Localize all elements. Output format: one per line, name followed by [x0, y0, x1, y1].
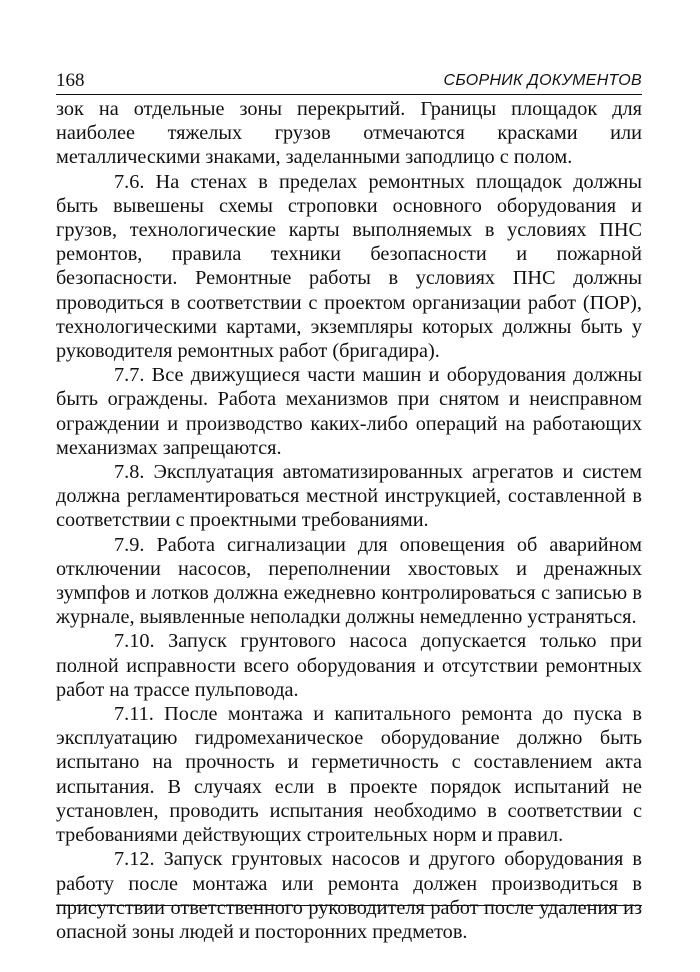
paragraph-7-8: 7.8. Эксплуатация автоматизированных агрегатов и систем должна регламентироваться местной инструкцией, составленной в соответствии с проектными требованиями.	[56, 461, 642, 532]
page-header	[56, 70, 642, 95]
paragraph-7-6: 7.6. На стенах в пределах ремонтных площадок должны быть вывешены схемы строповки основного оборудования и грузов, технологические карты выполняемых в условиях ПНС ремонтов, правила техники безопасности и пожарной безопасности. Ремонтные работы в условиях ПНС должны проводиться в соответствии с проектом организации работ (ПОР), технологическими картами, экземпляры которых должны быть у руководителя ремонтных работ (бригадира).	[56, 170, 642, 363]
paragraph-7-10: 7.10. Запуск грунтового насоса допускается только при полной исправности всего оборудования и отсутствии ремонтных работ на трассе пульповода.	[56, 630, 642, 701]
paragraph-continuation: зок на отдельные зоны перекрытий. Границы площадок для наиболее тяжелых грузов отмечаются красками или металлическими знаками, заделанными заподлицо с полом.	[56, 98, 642, 169]
body-text	[56, 97, 642, 944]
paragraph-7-12: 7.12. Запуск грунтовых насосов и другого оборудования в работу после монтажа или ремонта должен производиться в присутствии ответственного руководителя работ после удаления из опасной зоны людей и посторонних предметов.	[56, 848, 642, 943]
paragraph-7-9: 7.9. Работа сигнализации для оповещения об аварийном отключении насосов, переполнении хвостовых и дренажных зумпфов и лотков должна ежедневно контролироваться с записью в журнале, выявленные неполадки должны немедленно устраняться.	[56, 533, 642, 629]
running-title: СБОРНИК ДОКУМЕНТОВ	[443, 72, 642, 89]
footer-rule	[56, 905, 642, 906]
paragraph-7-7: 7.7. Все движущиеся части машин и оборудования должны быть ограждены. Работа механизмов при снятом и неисправном ограждении и производство каких-либо операций на работающих механизмах запрещаются.	[56, 364, 642, 459]
page-number: 168	[56, 70, 85, 91]
paragraph-7-11: 7.11. После монтажа и капитального ремонта до пуска в эксплуатацию гидромеханическое оборудование должно быть испытано на прочность и герметичность с составлением акта испытания. В случаях если в проекте порядок испытаний не установлен, проводить испытания необходимо в соответствии с требованиями действующих строительных норм и правил.	[56, 703, 642, 847]
